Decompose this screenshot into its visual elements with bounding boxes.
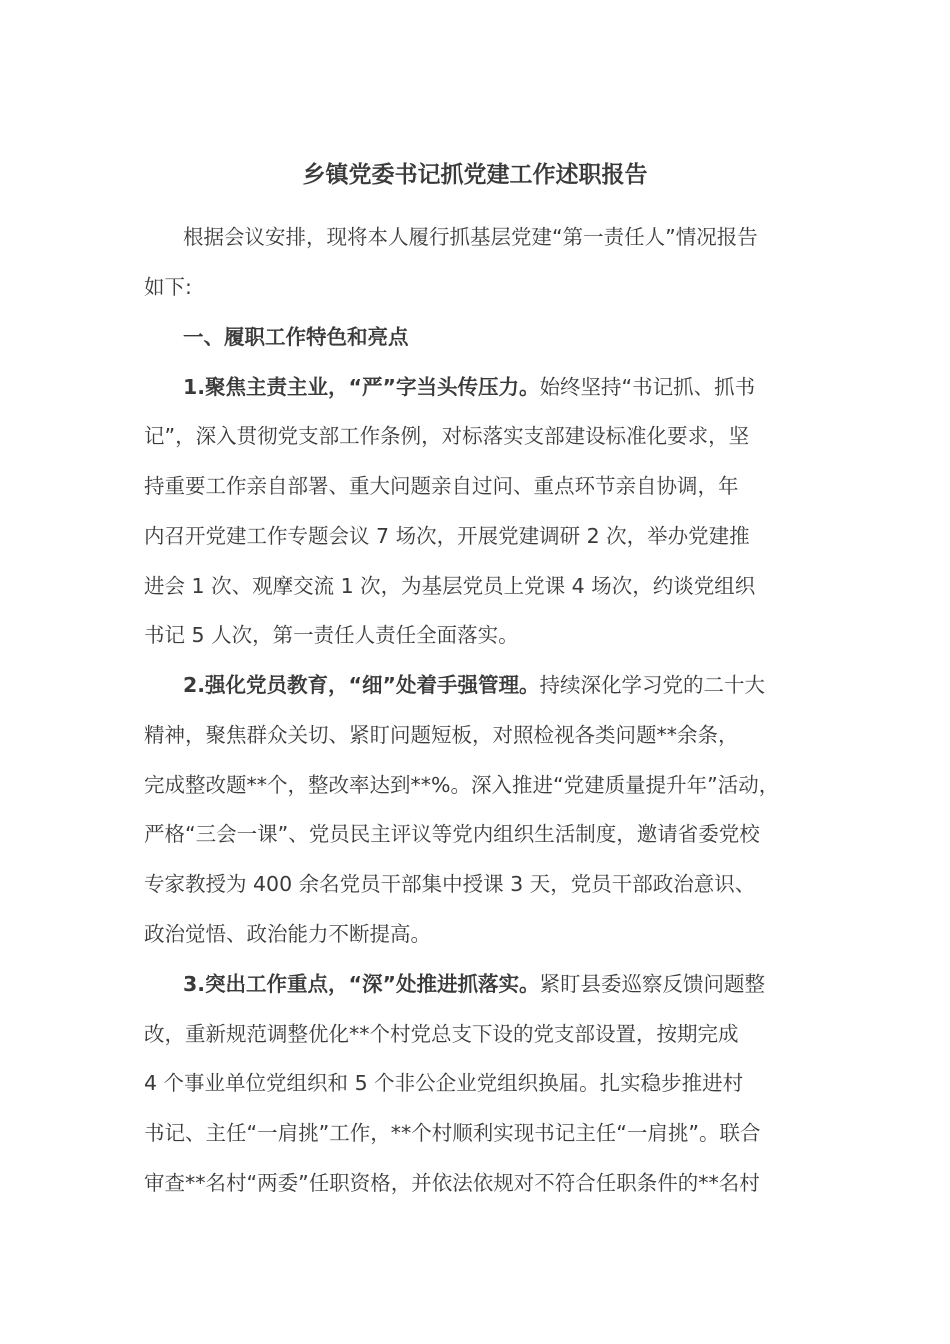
item-2-line-1-text: 持续深化学习党的二十大 <box>539 673 765 697</box>
item-1-line-3: 持重要工作亲自部署、重大问题亲自过问、重点环节亲自协调，年 <box>144 474 739 498</box>
item-3-line-2: 改，重新规范调整优化**个村党总支下设的党支部设置，按期完成 <box>144 1022 739 1046</box>
item-1-line-5: 进会 1 次、观摩交流 1 次，为基层党员上党课 4 场次，约谈党组织 <box>144 574 756 598</box>
item-1-heading: 1.聚焦主责主业，“严”字当头传压力。 <box>183 375 540 399</box>
item-2-line-5: 专家教授为 400 余名党员干部集中授课 3 天，党员干部政治意识、 <box>144 872 756 896</box>
item-3-line-3: 4 个事业单位党组织和 5 个非公企业党组织换届。扎实稳步推进村 <box>144 1071 744 1095</box>
item-2-line-4: 严格“三会一课”、党员民主评议等党内组织生活制度，邀请省委党校 <box>144 822 760 846</box>
section-heading: 一、履职工作特色和亮点 <box>183 325 409 349</box>
item-3-line-1-text: 紧盯县委巡察反馈问题整 <box>539 972 765 996</box>
item-2-line-2: 精神，聚焦群众关切、紧盯问题短板，对照检视各类问题**余条， <box>144 723 739 747</box>
item-3-line-4: 书记、主任“一肩挑”工作，**个村顺利实现书记主任“一肩挑”。联合 <box>144 1121 761 1145</box>
item-3-heading: 3.突出工作重点，“深”处推进抓落实。 <box>183 972 540 996</box>
item-1-line-1-text: 始终坚持“书记抓、抓书 <box>539 375 756 399</box>
intro-line-1: 根据会议安排，现将本人履行抓基层党建“第一责任人”情况报告 <box>183 225 758 249</box>
item-2-line-1 <box>183 670 765 700</box>
item-2-line-6: 政治觉悟、政治能力不断提高。 <box>144 922 431 946</box>
intro-line-2: 如下: <box>144 275 192 299</box>
item-1-line-4: 内召开党建工作专题会议 7 场次，开展党建调研 2 次，举办党建推 <box>144 524 750 548</box>
item-3-line-1 <box>183 969 765 999</box>
item-2-heading: 2.强化党员教育，“细”处着手强管理。 <box>183 673 540 697</box>
document-title: 乡镇党委书记抓党建工作述职报告 <box>302 162 648 188</box>
item-1-line-6: 书记 5 人次，第一责任人责任全面落实。 <box>144 623 519 647</box>
item-1-line-2: 记”，深入贯彻党支部工作条例，对标落实支部建设标准化要求，坚 <box>144 424 750 448</box>
item-3-line-5: 审查**名村“两委”任职资格，并依法依规对不符合任职条件的**名村 <box>144 1171 760 1195</box>
item-2-line-3: 完成整改题**个，整改率达到**%。深入推进“党建质量提升年”活动， <box>144 773 780 797</box>
item-1-line-1 <box>183 372 755 402</box>
